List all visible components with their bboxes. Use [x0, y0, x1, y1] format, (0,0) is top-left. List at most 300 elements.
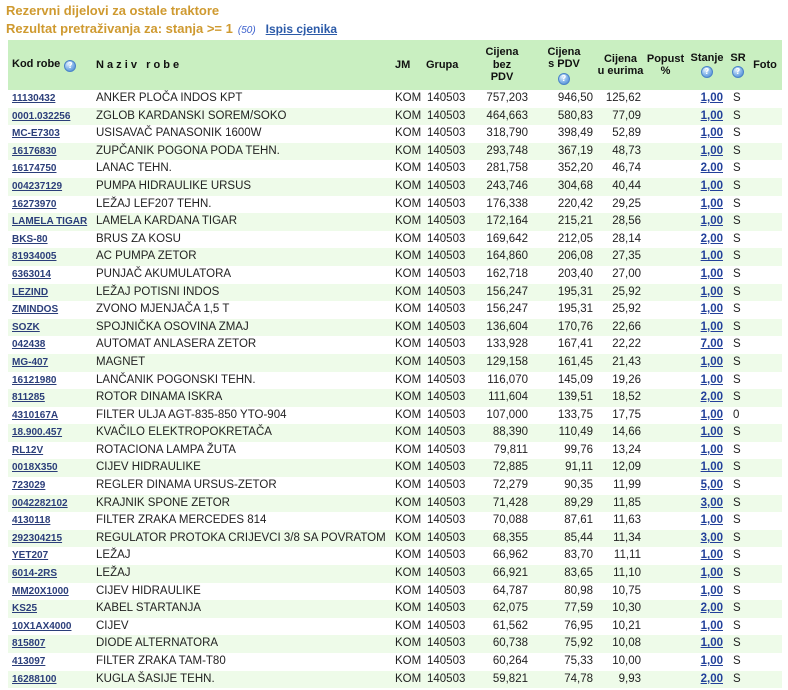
- product-name: MAGNET: [92, 354, 392, 372]
- stock-cell: [686, 301, 728, 319]
- unit-cell: KOM: [392, 372, 424, 390]
- product-code-link[interactable]: 4130118: [12, 515, 51, 527]
- price-eur-cell: 29,25: [596, 196, 645, 214]
- discount-cell: [645, 213, 686, 231]
- price-vat-cell: 133,75: [532, 407, 596, 425]
- header-price-eur: [596, 40, 645, 90]
- code-cell: [8, 653, 92, 671]
- photo-cell: [748, 424, 782, 442]
- product-code-link[interactable]: KS25: [12, 603, 38, 615]
- sr-cell: S: [728, 547, 748, 565]
- photo-cell: [748, 565, 782, 583]
- price-vat-cell: 161,45: [532, 354, 596, 372]
- product-code-link[interactable]: 723029: [12, 480, 46, 492]
- product-code-link[interactable]: 16176830: [12, 145, 57, 157]
- price-cell: 62,075: [472, 600, 532, 618]
- product-code-link[interactable]: MC-E7303: [12, 128, 60, 140]
- stock-link[interactable]: 1,00: [700, 637, 723, 650]
- page-title: Rezervni dijelovi za ostale traktore: [6, 3, 220, 18]
- price-eur-cell: 22,66: [596, 319, 645, 337]
- code-cell: [8, 354, 92, 372]
- header-unit-label: JM: [395, 58, 411, 71]
- group-cell: 140503: [424, 442, 472, 460]
- discount-cell: [645, 196, 686, 214]
- product-name: REGULATOR PROTOKA CRIJEVCI 3/8 SA POVRATOM: [92, 530, 392, 548]
- stock-link[interactable]: 1,00: [700, 179, 723, 192]
- sr-cell: S: [728, 618, 748, 636]
- sr-cell: S: [728, 459, 748, 477]
- stock-link[interactable]: 1,00: [700, 514, 723, 527]
- product-name: LANAC TEHN.: [92, 160, 392, 178]
- product-code-link[interactable]: 811285: [12, 392, 45, 404]
- product-name: CIJEV HIDRAULIKE: [92, 583, 392, 601]
- stock-link[interactable]: 1,00: [700, 443, 723, 456]
- code-cell: [8, 547, 92, 565]
- stock-link[interactable]: 1,00: [700, 584, 723, 597]
- price-vat-cell: 352,20: [532, 160, 596, 178]
- price-vat-cell: 85,44: [532, 530, 596, 548]
- product-name: PUMPA HIDRAULIKE URSUS: [92, 178, 392, 196]
- group-cell: 140503: [424, 583, 472, 601]
- product-code-link[interactable]: 16273970: [12, 198, 57, 210]
- sr-cell: S: [728, 125, 748, 143]
- table-row: [8, 336, 782, 354]
- product-code-link[interactable]: 0042282102: [12, 497, 68, 509]
- sr-cell: S: [728, 301, 748, 319]
- price-eur-cell: 25,92: [596, 284, 645, 302]
- table-row: [8, 108, 782, 126]
- price-eur-cell: 11,11: [596, 547, 645, 565]
- stock-cell: [686, 354, 728, 372]
- price-vat-cell: 580,83: [532, 108, 596, 126]
- stock-link[interactable]: 1,00: [700, 285, 723, 298]
- price-cell: 156,247: [472, 301, 532, 319]
- stock-link[interactable]: 5,00: [700, 479, 723, 492]
- sr-cell: S: [728, 583, 748, 601]
- sr-cell: S: [728, 213, 748, 231]
- stock-link[interactable]: 1,00: [700, 267, 723, 280]
- discount-cell: [645, 178, 686, 196]
- stock-cell: [686, 266, 728, 284]
- code-cell: [8, 143, 92, 161]
- product-name: KABEL STARTANJA: [92, 600, 392, 618]
- photo-cell: [748, 442, 782, 460]
- header-name-label: N a z i v r o b e: [96, 58, 180, 71]
- stock-link[interactable]: 1,00: [700, 355, 723, 368]
- unit-cell: KOM: [392, 671, 424, 689]
- unit-cell: KOM: [392, 196, 424, 214]
- stock-link[interactable]: 1,00: [700, 127, 723, 140]
- photo-cell: [748, 178, 782, 196]
- discount-cell: [645, 231, 686, 249]
- discount-cell: [645, 671, 686, 689]
- header-discount-line: Popust: [646, 52, 685, 65]
- group-cell: 140503: [424, 495, 472, 513]
- stock-link[interactable]: 1,00: [700, 250, 723, 263]
- photo-cell: [748, 266, 782, 284]
- unit-cell: KOM: [392, 336, 424, 354]
- table-row: [8, 565, 782, 583]
- photo-cell: [748, 389, 782, 407]
- stock-cell: [686, 459, 728, 477]
- photo-cell: [748, 231, 782, 249]
- product-name: LEŽAJ: [92, 565, 392, 583]
- discount-cell: [645, 301, 686, 319]
- price-eur-cell: 27,35: [596, 248, 645, 266]
- photo-cell: [748, 372, 782, 390]
- code-cell: [8, 319, 92, 337]
- discount-cell: [645, 389, 686, 407]
- stock-link[interactable]: 2,00: [700, 391, 723, 404]
- price-vat-cell: 946,50: [532, 90, 596, 108]
- photo-cell: [748, 495, 782, 513]
- table-row: [8, 653, 782, 671]
- price-cell: 464,663: [472, 108, 532, 126]
- unit-cell: KOM: [392, 389, 424, 407]
- unit-cell: KOM: [392, 565, 424, 583]
- price-vat-cell: 89,29: [532, 495, 596, 513]
- product-code-link[interactable]: 16174750: [12, 163, 57, 175]
- table-row: [8, 424, 782, 442]
- group-cell: 140503: [424, 477, 472, 495]
- group-cell: 140503: [424, 635, 472, 653]
- stock-cell: [686, 407, 728, 425]
- product-code-link[interactable]: MM20X1000: [12, 585, 69, 597]
- table-header-row: [8, 40, 782, 90]
- code-cell: [8, 389, 92, 407]
- stock-cell: [686, 143, 728, 161]
- stock-info-icon[interactable]: ?: [701, 66, 713, 78]
- table-row: [8, 583, 782, 601]
- price-vat-info-icon[interactable]: ?: [558, 73, 570, 85]
- code-cell: [8, 512, 92, 530]
- product-name: FILTER ZRAKA MERCEDES 814: [92, 512, 392, 530]
- unit-cell: KOM: [392, 90, 424, 108]
- stock-cell: [686, 530, 728, 548]
- code-cell: [8, 266, 92, 284]
- sr-cell: S: [728, 266, 748, 284]
- code-cell: [8, 424, 92, 442]
- header-photo-label: Foto: [753, 58, 777, 71]
- price-cell: 129,158: [472, 354, 532, 372]
- price-cell: 60,264: [472, 653, 532, 671]
- price-cell: 318,790: [472, 125, 532, 143]
- code-cell: [8, 600, 92, 618]
- sr-cell: S: [728, 671, 748, 689]
- table-row: [8, 196, 782, 214]
- product-name: CIJEV: [92, 618, 392, 636]
- product-code-link[interactable]: 042438: [12, 339, 46, 351]
- group-cell: 140503: [424, 143, 472, 161]
- price-eur-cell: 12,09: [596, 459, 645, 477]
- stock-cell: [686, 372, 728, 390]
- price-eur-cell: 14,66: [596, 424, 645, 442]
- sr-cell: S: [728, 477, 748, 495]
- header-price-vat: [532, 40, 596, 90]
- product-code-link[interactable]: YET207: [12, 550, 49, 562]
- price-eur-cell: 46,74: [596, 160, 645, 178]
- stock-link[interactable]: 1,00: [700, 109, 723, 122]
- price-eur-cell: 17,75: [596, 407, 645, 425]
- stock-link[interactable]: 1,00: [700, 655, 723, 667]
- photo-cell: [748, 618, 782, 636]
- stock-link[interactable]: 1,00: [700, 92, 723, 104]
- discount-cell: [645, 266, 686, 284]
- stock-link[interactable]: 1,00: [700, 408, 723, 421]
- discount-cell: [645, 583, 686, 601]
- product-name: CIJEV HIDRAULIKE: [92, 459, 392, 477]
- product-code-link[interactable]: 11130432: [12, 93, 56, 104]
- price-eur-cell: 10,00: [596, 653, 645, 671]
- price-vat-cell: 80,98: [532, 583, 596, 601]
- stock-cell: [686, 653, 728, 671]
- product-code-link[interactable]: 10X1AX4000: [12, 620, 72, 632]
- price-vat-cell: 167,41: [532, 336, 596, 354]
- stock-link[interactable]: 2,00: [700, 162, 723, 175]
- product-code-link[interactable]: 6363014: [12, 268, 51, 280]
- table-row: [8, 495, 782, 513]
- unit-cell: KOM: [392, 600, 424, 618]
- table-row: [8, 248, 782, 266]
- discount-cell: [645, 653, 686, 671]
- product-name: ROTACIONA LAMPA ŽUTA: [92, 442, 392, 460]
- table-row: [8, 319, 782, 337]
- price-cell: 111,604: [472, 389, 532, 407]
- table-row: [8, 143, 782, 161]
- unit-cell: KOM: [392, 477, 424, 495]
- code-cell: [8, 231, 92, 249]
- price-eur-cell: 11,34: [596, 530, 645, 548]
- stock-link[interactable]: 1,00: [700, 320, 723, 333]
- price-vat-cell: 367,19: [532, 143, 596, 161]
- discount-cell: [645, 248, 686, 266]
- price-cell: 107,000: [472, 407, 532, 425]
- price-cell: 59,821: [472, 671, 532, 689]
- sr-cell: S: [728, 442, 748, 460]
- unit-cell: KOM: [392, 495, 424, 513]
- price-cell: 72,885: [472, 459, 532, 477]
- code-cell: [8, 565, 92, 583]
- group-cell: 140503: [424, 319, 472, 337]
- unit-cell: KOM: [392, 266, 424, 284]
- price-cell: 64,787: [472, 583, 532, 601]
- product-name: FILTER ULJA AGT-835-850 YTO-904: [92, 407, 392, 425]
- code-info-icon[interactable]: ?: [64, 60, 76, 72]
- stock-cell: [686, 319, 728, 337]
- product-code-link[interactable]: 6014-2RS: [12, 568, 58, 580]
- photo-cell: [748, 459, 782, 477]
- price-cell: 169,642: [472, 231, 532, 249]
- discount-cell: [645, 547, 686, 565]
- header-sr: [728, 40, 748, 90]
- price-cell: 293,748: [472, 143, 532, 161]
- header-code: [8, 40, 92, 90]
- stock-cell: [686, 284, 728, 302]
- product-code-link[interactable]: 004237129: [12, 180, 63, 192]
- discount-cell: [645, 284, 686, 302]
- price-cell: 61,562: [472, 618, 532, 636]
- group-cell: 140503: [424, 547, 472, 565]
- price-eur-cell: 10,30: [596, 600, 645, 618]
- unit-cell: KOM: [392, 653, 424, 671]
- product-code-link[interactable]: 4310167A: [12, 409, 59, 421]
- unit-cell: KOM: [392, 284, 424, 302]
- unit-cell: KOM: [392, 442, 424, 460]
- stock-link[interactable]: 2,00: [700, 672, 723, 685]
- stock-cell: [686, 495, 728, 513]
- product-name: LEŽAJ POTISNI INDOS: [92, 284, 392, 302]
- product-code-link[interactable]: BKS-80: [12, 233, 48, 245]
- photo-cell: [748, 108, 782, 126]
- code-cell: [8, 90, 92, 108]
- product-code-link[interactable]: SOZK: [12, 321, 40, 333]
- stock-cell: [686, 125, 728, 143]
- price-cell: 68,355: [472, 530, 532, 548]
- sr-cell: S: [728, 565, 748, 583]
- price-eur-cell: 21,43: [596, 354, 645, 372]
- product-code-link[interactable]: 18.900.457: [12, 427, 63, 439]
- product-name: LEŽAJ: [92, 547, 392, 565]
- photo-cell: [748, 90, 782, 108]
- unit-cell: KOM: [392, 618, 424, 636]
- unit-cell: KOM: [392, 635, 424, 653]
- code-cell: [8, 125, 92, 143]
- table-row: [8, 635, 782, 653]
- stock-link[interactable]: 3,00: [700, 531, 723, 544]
- price-vat-cell: 83,65: [532, 565, 596, 583]
- photo-cell: [748, 143, 782, 161]
- table-body: [8, 90, 782, 688]
- stock-link[interactable]: 1,00: [700, 373, 723, 386]
- photo-cell: [748, 354, 782, 372]
- table-row: [8, 459, 782, 477]
- product-code-link[interactable]: 0001.032256: [12, 110, 71, 122]
- discount-cell: [645, 600, 686, 618]
- sr-info-icon[interactable]: ?: [732, 66, 744, 78]
- product-code-link[interactable]: ZMINDOS: [12, 304, 59, 316]
- code-cell: [8, 196, 92, 214]
- price-vat-cell: 99,76: [532, 442, 596, 460]
- price-vat-cell: 212,05: [532, 231, 596, 249]
- product-code-link[interactable]: 16121980: [12, 374, 57, 386]
- product-name: DIODE ALTERNATORA: [92, 635, 392, 653]
- photo-cell: [748, 196, 782, 214]
- price-vat-cell: 74,78: [532, 671, 596, 689]
- header-code-label: Kod robe: [12, 58, 61, 70]
- price-eur-cell: 28,56: [596, 213, 645, 231]
- price-eur-cell: 11,63: [596, 512, 645, 530]
- stock-link[interactable]: 1,00: [700, 197, 723, 210]
- stock-link[interactable]: 1,00: [700, 215, 723, 228]
- stock-link[interactable]: 2,00: [700, 232, 723, 245]
- code-cell: [8, 530, 92, 548]
- price-eur-cell: 25,92: [596, 301, 645, 319]
- product-code-link[interactable]: LEZIND: [12, 286, 49, 298]
- product-name: LEŽAJ LEF207 TEHN.: [92, 196, 392, 214]
- price-eur-cell: 10,08: [596, 635, 645, 653]
- table-row: [8, 125, 782, 143]
- sr-cell: S: [728, 196, 748, 214]
- sr-cell: S: [728, 90, 748, 108]
- price-cell: 281,758: [472, 160, 532, 178]
- product-code-link[interactable]: 815807: [12, 638, 46, 650]
- table-row: [8, 547, 782, 565]
- stock-link[interactable]: 7,00: [700, 338, 723, 351]
- discount-cell: [645, 635, 686, 653]
- sr-cell: S: [728, 336, 748, 354]
- product-code-link[interactable]: MG-407: [12, 356, 49, 368]
- group-cell: 140503: [424, 213, 472, 231]
- sr-cell: S: [728, 319, 748, 337]
- stock-cell: [686, 231, 728, 249]
- product-code-link[interactable]: RL12V: [12, 444, 44, 456]
- discount-cell: [645, 459, 686, 477]
- price-eur-cell: 10,21: [596, 618, 645, 636]
- price-eur-cell: 52,89: [596, 125, 645, 143]
- price-eur-cell: 9,93: [596, 671, 645, 689]
- photo-cell: [748, 248, 782, 266]
- stock-link[interactable]: 1,00: [700, 303, 723, 316]
- price-vat-cell: 215,21: [532, 213, 596, 231]
- product-code-link[interactable]: 292304215: [12, 532, 63, 544]
- photo-cell: [748, 547, 782, 565]
- table-row: [8, 618, 782, 636]
- table-row: [8, 389, 782, 407]
- sr-cell: S: [728, 108, 748, 126]
- stock-link[interactable]: 1,00: [700, 567, 723, 580]
- price-vat-cell: 139,51: [532, 389, 596, 407]
- product-code-link[interactable]: LAMELA TIGAR: [12, 216, 88, 228]
- price-cell: 136,604: [472, 319, 532, 337]
- price-eur-cell: 10,75: [596, 583, 645, 601]
- price-cell: 757,203: [472, 90, 532, 108]
- header-photo: [748, 40, 782, 90]
- product-code-link[interactable]: 81934005: [12, 251, 57, 263]
- header-price-line: Cijena: [485, 46, 519, 59]
- price-eur-cell: 77,09: [596, 108, 645, 126]
- group-cell: 140503: [424, 618, 472, 636]
- price-vat-cell: 304,68: [532, 178, 596, 196]
- discount-cell: [645, 530, 686, 548]
- stock-link[interactable]: 1,00: [700, 619, 723, 632]
- stock-link[interactable]: 1,00: [700, 549, 723, 562]
- product-code-link[interactable]: 16288100: [12, 673, 57, 685]
- sr-cell: S: [728, 424, 748, 442]
- price-cell: 60,738: [472, 635, 532, 653]
- stock-link[interactable]: 2,00: [700, 602, 723, 615]
- product-code-link[interactable]: 0018X350: [12, 462, 58, 474]
- price-cell: 162,718: [472, 266, 532, 284]
- stock-link[interactable]: 1,00: [700, 426, 723, 439]
- print-price-list-link[interactable]: Ispis cjenika: [265, 22, 338, 36]
- sr-cell: S: [728, 248, 748, 266]
- unit-cell: KOM: [392, 354, 424, 372]
- product-name: SPOJNIČKA OSOVINA ZMAJ: [92, 319, 392, 337]
- price-cell: 156,247: [472, 284, 532, 302]
- price-vat-cell: 110,49: [532, 424, 596, 442]
- photo-cell: [748, 213, 782, 231]
- photo-cell: [748, 600, 782, 618]
- code-cell: [8, 618, 92, 636]
- stock-cell: [686, 389, 728, 407]
- code-cell: [8, 407, 92, 425]
- header-group: [424, 40, 472, 90]
- product-code-link[interactable]: 413097: [12, 656, 46, 667]
- stock-link[interactable]: 1,00: [700, 461, 723, 474]
- stock-link[interactable]: 3,00: [700, 496, 723, 509]
- price-cell: 71,428: [472, 495, 532, 513]
- stock-link[interactable]: 1,00: [700, 144, 723, 157]
